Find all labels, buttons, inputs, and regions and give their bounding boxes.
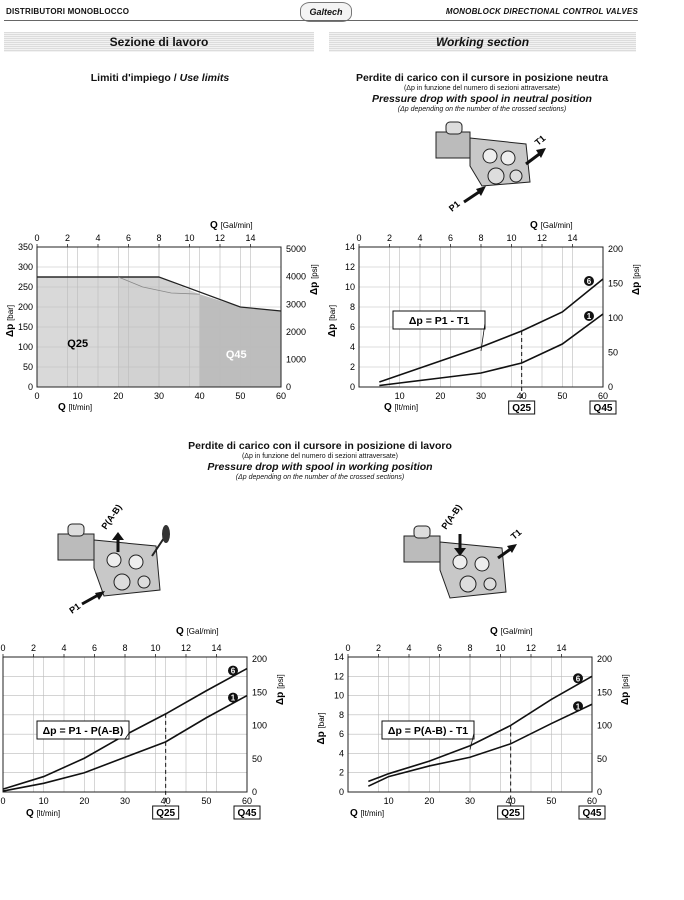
y-tick-label: 14 xyxy=(333,652,344,662)
solenoid-coil xyxy=(436,132,470,158)
y-tick-label: 2 xyxy=(349,362,355,372)
top-tick-label: 0 xyxy=(0,643,6,653)
working-sub-en: (Δp depending on the number of the crossed sections) xyxy=(235,474,405,481)
top-axis-title: Q [Gal/min] xyxy=(530,220,573,231)
right-tick-label: 5000 xyxy=(286,244,307,255)
right-tick-label: 50 xyxy=(597,753,608,764)
port-label-in: P1 xyxy=(67,601,83,616)
right-tick-label: 2000 xyxy=(286,326,307,337)
top-tick-label: 14 xyxy=(245,233,256,243)
x-tick-label: 40 xyxy=(505,796,516,806)
top-tick-label: 2 xyxy=(386,233,393,243)
section-band-english: Working section xyxy=(329,32,636,52)
top-tick-label: 8 xyxy=(122,643,128,653)
y-tick-label: 6 xyxy=(338,729,344,740)
bottom-axis-title: Q [lt/min] xyxy=(58,402,93,413)
y-tick-label: 0 xyxy=(27,382,33,392)
solenoid-coil xyxy=(404,536,440,562)
top-tick-label: 4 xyxy=(95,233,101,243)
y-tick-label: 8 xyxy=(338,709,344,720)
port-fitting xyxy=(475,557,489,571)
y-tick-label: 8 xyxy=(349,302,355,312)
port-fitting xyxy=(484,578,496,590)
y-axis-title: Δp [bar] xyxy=(327,304,338,337)
formula-text: Δp = P(A-B) - T1 xyxy=(387,725,469,737)
x-tick-label: 10 xyxy=(383,796,394,806)
top-axis-title: Q [Gal/min] xyxy=(176,626,219,637)
y-right-axis-title: Δp [psi] xyxy=(631,264,642,295)
right-tick-label: 100 xyxy=(252,720,268,731)
flow-tag-label: Q25 xyxy=(156,808,176,819)
formula-text: Δp = P1 - P(A-B) xyxy=(42,725,124,737)
y-tick-label: 10 xyxy=(344,282,355,292)
top-tick-label: 4 xyxy=(417,233,423,243)
bottom-axis-title: Q [lt/min] xyxy=(350,808,385,819)
x-tick-label: 30 xyxy=(119,796,131,806)
chart-working-p1-pab xyxy=(0,620,300,832)
y-tick-label: 2 xyxy=(338,767,344,778)
top-tick-label: 6 xyxy=(125,233,132,243)
y-tick-label: 6 xyxy=(349,322,355,332)
limits-title-it: Limiti d'impiego / xyxy=(90,72,180,84)
x-tick-label: 50 xyxy=(546,796,557,806)
top-tick-label: 8 xyxy=(478,233,484,243)
x-tick-label: 10 xyxy=(394,391,405,401)
x-tick-label: 50 xyxy=(235,391,246,401)
x-tick-label: 50 xyxy=(557,391,568,401)
port-fitting xyxy=(114,574,130,590)
x-tick-label: 60 xyxy=(597,391,609,401)
top-tick-label: 8 xyxy=(156,233,162,243)
x-tick-label: 30 xyxy=(475,391,487,401)
y-tick-label: 350 xyxy=(17,242,33,252)
limits-title-en: Use limits xyxy=(179,72,230,84)
x-tick-label: 10 xyxy=(72,391,83,401)
top-tick-label: 4 xyxy=(406,643,412,653)
port-label-in: P1 xyxy=(446,198,462,214)
right-tick-label: 4000 xyxy=(286,271,307,282)
top-tick-label: 0 xyxy=(345,643,351,653)
chart-use-limits xyxy=(0,214,320,414)
y-right-axis-title: Δp [psi] xyxy=(620,674,631,705)
port-label-out: T1 xyxy=(508,527,524,542)
neutral-title-en: Pressure drop with spool in neutral position xyxy=(372,93,592,105)
top-tick-label: 10 xyxy=(184,233,195,243)
port-label-in: P(A-B) xyxy=(439,502,464,532)
y-right-axis-title: Δp [psi] xyxy=(275,674,286,705)
header-left-title: DISTRIBUTORI MONOBLOCCO xyxy=(6,7,130,16)
x-tick-label: 40 xyxy=(516,391,527,401)
x-tick-label: 0 xyxy=(0,796,6,806)
valve-illustration-working-left xyxy=(52,502,192,620)
series-badge-label: 1 xyxy=(230,693,236,703)
port-fitting xyxy=(460,576,476,592)
port-fitting xyxy=(510,170,522,182)
y-tick-label: 200 xyxy=(17,302,33,312)
solenoid-coil xyxy=(58,534,94,560)
top-tick-label: 4 xyxy=(61,643,67,653)
top-tick-label: 10 xyxy=(150,643,161,653)
right-tick-label: 3000 xyxy=(286,299,307,310)
top-tick-label: 2 xyxy=(64,233,71,243)
top-tick-label: 6 xyxy=(436,643,443,653)
y-tick-label: 0 xyxy=(338,787,344,797)
top-tick-label: 14 xyxy=(211,643,222,653)
port-fitting xyxy=(488,168,504,184)
bottom-axis-title: Q [lt/min] xyxy=(384,402,419,413)
top-tick-label: 14 xyxy=(567,233,578,243)
top-tick-label: 2 xyxy=(375,643,382,653)
right-tick-label: 200 xyxy=(597,654,613,665)
y-tick-label: 150 xyxy=(17,322,33,332)
top-tick-label: 12 xyxy=(525,643,537,653)
neutral-sub-en: (Δp depending on the number of the crossed sections) xyxy=(397,106,567,113)
top-tick-label: 14 xyxy=(556,643,567,653)
galtech-logo: Galtech xyxy=(300,2,352,22)
chart-neutral-pressure-drop xyxy=(322,214,652,426)
series-line-6 xyxy=(379,279,603,382)
right-tick-label: 100 xyxy=(597,720,613,731)
top-tick-label: 12 xyxy=(180,643,192,653)
series-badge-label: 1 xyxy=(586,312,592,321)
y-axis-title: Δp [bar] xyxy=(5,304,16,337)
port-fitting xyxy=(129,555,143,569)
right-tick-label: 200 xyxy=(608,244,624,255)
right-tick-label: 100 xyxy=(608,313,624,324)
working-title xyxy=(110,440,530,482)
series-line-1 xyxy=(368,704,592,786)
series-badge-label: 1 xyxy=(575,702,581,712)
y-tick-label: 0 xyxy=(349,382,355,392)
port-fitting xyxy=(453,555,467,569)
top-tick-label: 12 xyxy=(214,233,226,243)
formula-text: Δp = P1 - T1 xyxy=(408,315,470,327)
y-tick-label: 14 xyxy=(344,242,355,252)
region-label-q25: Q25 xyxy=(67,338,89,350)
port-fitting xyxy=(483,149,497,163)
neutral-title-it: Perdite di carico con il cursore in posizione neutra xyxy=(355,72,609,84)
header-divider xyxy=(4,20,638,21)
working-sub-it: (Δp in funzione del numero di sezioni attraversate) xyxy=(241,453,399,460)
y-tick-label: 50 xyxy=(22,362,33,372)
x-tick-label: 20 xyxy=(113,391,124,401)
top-axis-title: Q [Gal/min] xyxy=(210,220,253,231)
x-tick-label: 50 xyxy=(201,796,212,806)
working-title-it: Perdite di carico con il cursore in posizione di lavoro xyxy=(188,440,452,452)
x-tick-label: 30 xyxy=(464,796,476,806)
valve-illustration-working-right xyxy=(398,502,538,620)
flow-tag-label: Q25 xyxy=(512,403,532,414)
right-tick-label: 150 xyxy=(608,278,624,289)
connector xyxy=(446,122,462,134)
page-header xyxy=(0,0,684,24)
x-tick-label: 10 xyxy=(38,796,49,806)
port-label-out: T1 xyxy=(532,133,548,148)
y-tick-label: 12 xyxy=(344,262,355,272)
right-tick-label: 0 xyxy=(597,787,603,797)
y-tick-label: 12 xyxy=(333,671,344,682)
port-fitting xyxy=(501,151,515,165)
y-axis-title: Δp [bar] xyxy=(316,712,327,745)
lever-knob xyxy=(162,525,170,543)
y-tick-label: 4 xyxy=(349,342,355,352)
port-fitting xyxy=(107,553,121,567)
valve-illustration-neutral xyxy=(426,116,566,216)
top-tick-label: 12 xyxy=(536,233,548,243)
top-tick-label: 0 xyxy=(356,233,362,243)
neutral-title xyxy=(320,72,644,114)
chart-working-pab-t1 xyxy=(300,620,630,832)
y-tick-label: 4 xyxy=(338,748,344,759)
x-tick-label: 0 xyxy=(34,391,40,401)
y-tick-label: 250 xyxy=(17,282,33,292)
right-tick-label: 0 xyxy=(286,382,292,392)
right-tick-label: 1000 xyxy=(286,354,307,365)
x-tick-label: 60 xyxy=(586,796,598,806)
arrow-out-head xyxy=(112,532,124,540)
limits-title xyxy=(20,72,300,84)
top-tick-label: 8 xyxy=(467,643,473,653)
top-tick-label: 10 xyxy=(495,643,506,653)
x-tick-label: 40 xyxy=(160,796,171,806)
region-label-q45: Q45 xyxy=(225,349,247,362)
working-title-en: Pressure drop with spool in working position xyxy=(207,461,433,473)
right-tick-label: 0 xyxy=(608,382,614,392)
right-tick-label: 50 xyxy=(252,753,263,764)
flow-tag-label: Q45 xyxy=(582,808,602,819)
right-tick-label: 150 xyxy=(597,687,613,698)
x-tick-label: 30 xyxy=(153,391,165,401)
right-tick-label: 0 xyxy=(252,787,258,797)
series-badge-label: 6 xyxy=(586,277,592,286)
connector xyxy=(68,524,84,536)
flow-tag-label: Q25 xyxy=(501,808,521,819)
series-badge-label: 6 xyxy=(230,666,236,676)
port-fitting xyxy=(138,576,150,588)
top-tick-label: 0 xyxy=(34,233,40,243)
x-tick-label: 20 xyxy=(424,796,435,806)
flow-tag-label: Q45 xyxy=(237,808,257,819)
x-tick-label: 20 xyxy=(79,796,90,806)
x-tick-label: 60 xyxy=(241,796,253,806)
x-tick-label: 20 xyxy=(435,391,446,401)
y-right-axis-title: Δp [psi] xyxy=(309,264,320,295)
port-label-out: P(A-B) xyxy=(99,502,124,532)
header-right-title: MONOBLOCK DIRECTIONAL CONTROL VALVES xyxy=(445,7,638,16)
connector xyxy=(414,526,430,538)
right-tick-label: 50 xyxy=(608,347,619,358)
y-tick-label: 100 xyxy=(17,342,33,352)
top-tick-label: 2 xyxy=(30,643,37,653)
bottom-axis-title: Q [lt/min] xyxy=(26,808,61,819)
top-tick-label: 10 xyxy=(506,233,517,243)
flow-tag-label: Q45 xyxy=(593,403,613,414)
right-tick-label: 150 xyxy=(252,687,268,698)
neutral-sub-it: (Δp in funzione del numero di sezioni attraversate) xyxy=(403,85,561,92)
right-tick-label: 200 xyxy=(252,654,268,665)
section-band-italian: Sezione di lavoro xyxy=(4,32,314,52)
x-tick-label: 60 xyxy=(275,391,287,401)
top-axis-title: Q [Gal/min] xyxy=(490,626,533,637)
top-tick-label: 6 xyxy=(91,643,98,653)
top-tick-label: 6 xyxy=(447,233,454,243)
y-tick-label: 10 xyxy=(333,690,344,701)
y-tick-label: 300 xyxy=(17,262,33,272)
series-badge-label: 6 xyxy=(575,674,581,684)
x-tick-label: 40 xyxy=(194,391,205,401)
